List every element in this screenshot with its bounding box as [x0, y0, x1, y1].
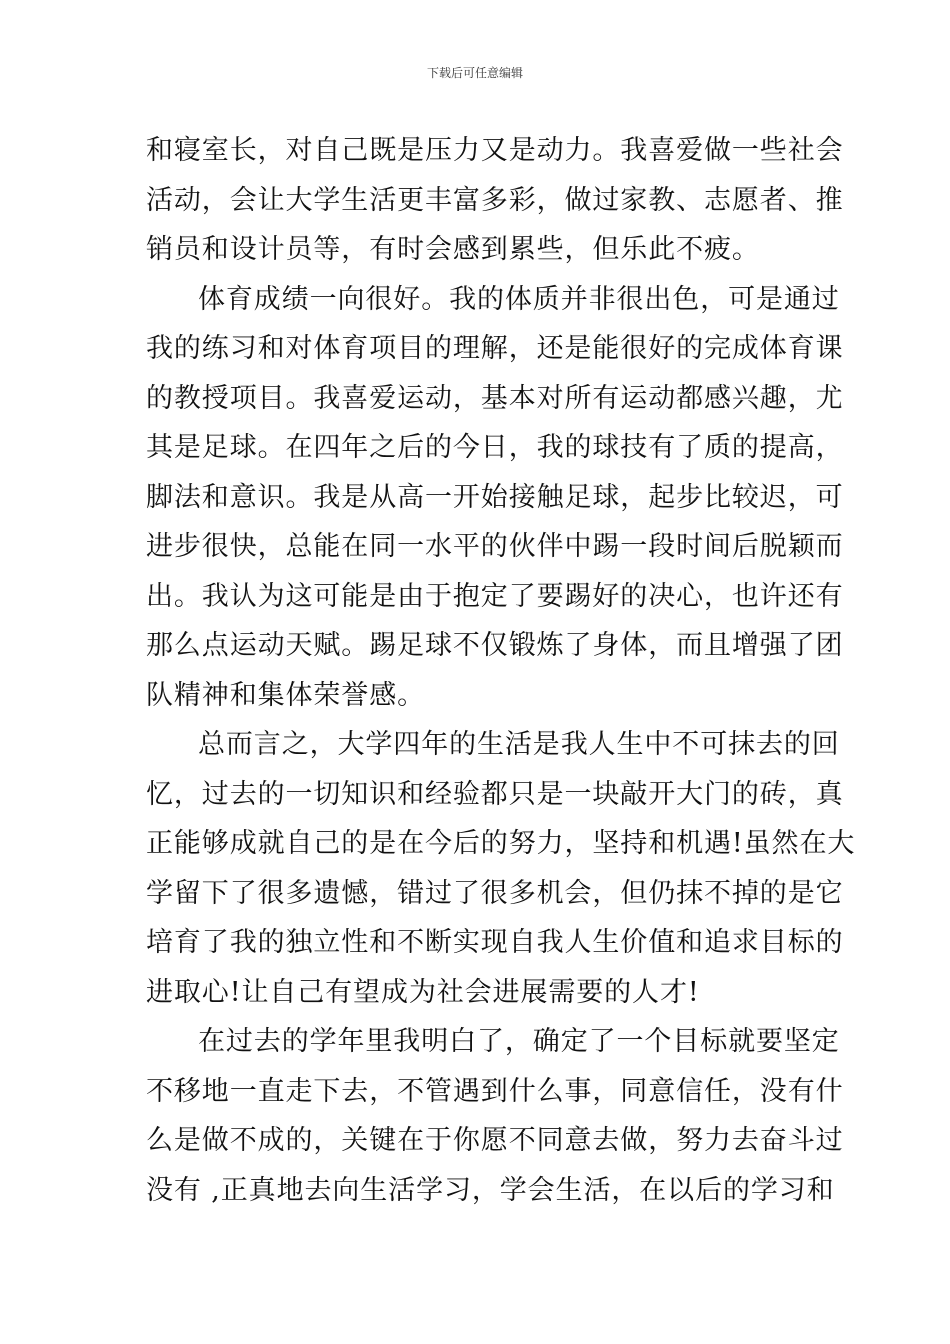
text-line: 正能够成就自己的是在今后的努力，坚持和机遇!虽然在大	[146, 828, 856, 859]
page-header: 下载后可任意编辑	[426, 66, 523, 80]
text-line: 进步很快，总能在同一水平的伙伴中踢一段时间后脱颖而	[146, 531, 844, 562]
text-line: 进取心!让自己有望成为社会进展需要的人才!	[146, 976, 700, 1008]
text-line: 队精神和集体荣誉感。	[146, 679, 425, 711]
text-line: 总而言之，大学四年的生活是我人生中不可抹去的回	[198, 729, 840, 760]
text-line: 不移地一直走下去，不管遇到什么事，同意信任，没有什	[146, 1075, 844, 1107]
text-line: 没有 ,正真地去向生活学习，学会生活，在以后的学习和	[146, 1174, 835, 1206]
text-line: 活动，会让大学生活更丰富多彩，做过家教、志愿者、推	[146, 184, 844, 216]
text-line: 和寝室长，对自己既是压力又是动力。我喜爱做一些社会	[146, 135, 844, 166]
text-line: 在过去的学年里我明白了，确定了一个目标就要坚定	[198, 1026, 840, 1057]
text-line: 那么点运动天赋。踢足球不仅锻炼了身体，而且增强了团	[146, 630, 844, 661]
text-line: 体育成绩一向很好。我的体质并非很出色，可是通过	[198, 283, 840, 315]
paragraph-2	[146, 275, 844, 720]
text-line: 忆，过去的一切知识和经验都只是一块敲开大门的砖，真	[146, 778, 844, 810]
paragraph-4	[146, 1017, 844, 1215]
text-line: 出。我认为这可能是由于抱定了要踢好的决心，也许还有	[146, 580, 844, 612]
text-line: 其是足球。在四年之后的今日，我的球技有了质的提高，	[146, 432, 844, 463]
text-line: 么是做不成的，关键在于你愿不同意去做，努力去奋斗过	[146, 1125, 844, 1156]
text-line: 的教授项目。我喜爱运动，基本对所有运动都感兴趣，尤	[146, 382, 844, 414]
text-line: 培育了我的独立性和不断实现自我人生价值和追求目标的	[146, 927, 844, 958]
document-body	[146, 126, 856, 1215]
text-line: 学留下了很多遗憾，错过了很多机会，但仍抹不掉的是它	[146, 877, 844, 909]
text-line: 脚法和意识。我是从高一开始接触足球，起步比较迟，可	[146, 481, 844, 513]
text-line: 我的练习和对体育项目的理解，还是能很好的完成体育课	[146, 333, 844, 364]
text-line: 销员和设计员等，有时会感到累些，但乐此不疲。	[146, 234, 760, 265]
paragraph-3	[146, 720, 856, 1017]
paragraph-1	[146, 126, 844, 274]
